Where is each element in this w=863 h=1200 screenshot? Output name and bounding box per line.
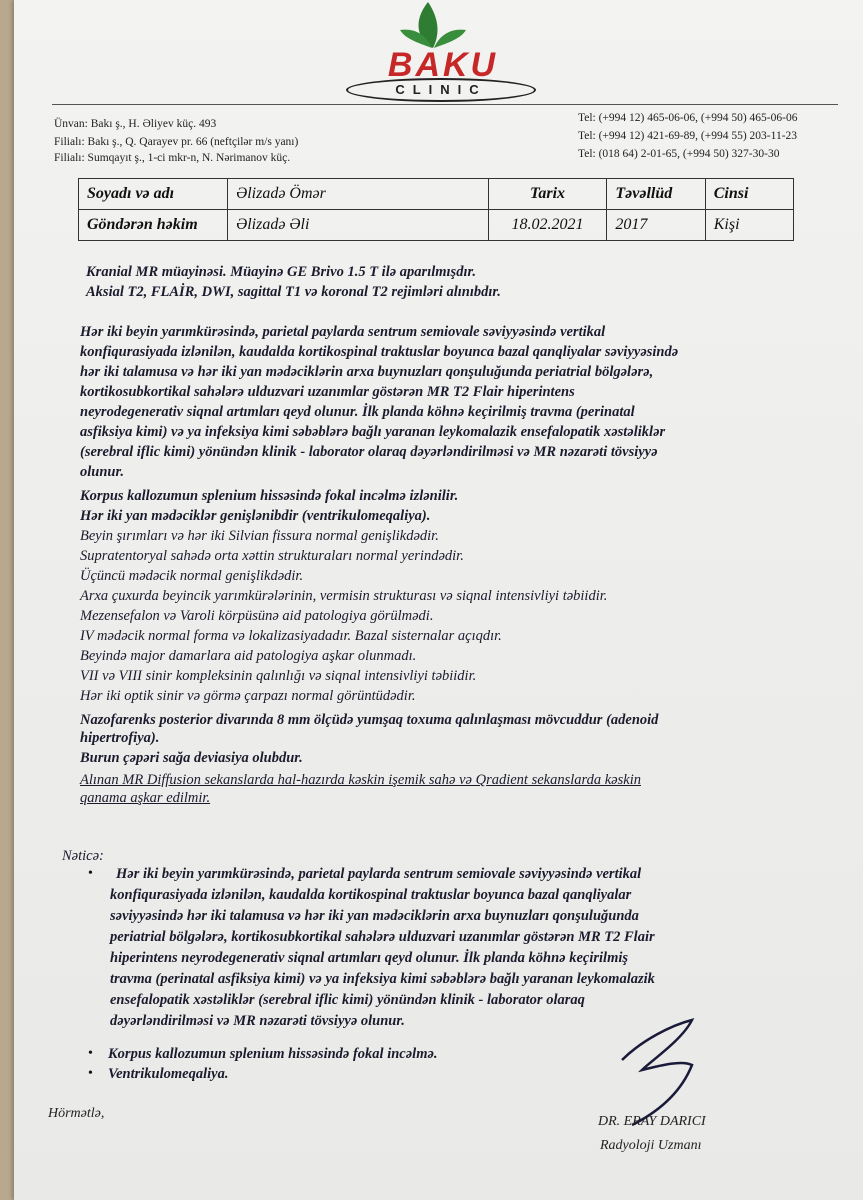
report-line: VII və VIII sinir kompleksinin qalınlığı və siqnal intensivliyi təbiidir. (80, 668, 477, 684)
patient-info-table (78, 178, 794, 241)
report-line: Korpus kallozumun splenium hissəsində fokal incəlmə izlənilir. (80, 488, 459, 504)
report-line: kortikosubkortikal sahələrə ulduzvari uzanımlar göstərən MR T2 Flair hiperintens (80, 384, 575, 400)
report-line: Hər iki optik sinir və görmə çarpazı normal görüntüdədir. (80, 688, 416, 704)
conclusion-line: ensefalopatik xəstəliklər (serebral iflic kimi) yönündən klinik - laborator olaraq (110, 992, 585, 1008)
report-line: Burun çəpəri sağa deviasiya olubdur. (80, 750, 303, 766)
sex-label-cell: Cinsi (705, 179, 793, 210)
leaf-logo-icon (398, 0, 468, 50)
report-line: Üçüncü mədəcik normal genişlikdədir. (80, 568, 304, 584)
referring-doctor-label-cell: Göndərən həkim (79, 210, 228, 241)
report-line: hipertrofiya). (80, 730, 160, 746)
bullet-icon: • (88, 1046, 93, 1061)
report-line: asfiksiya kimi) və ya infeksiya kimi səbəblərə bağlı yaranan leykomalazik ensefalopatik xəstəliklər (80, 424, 666, 440)
report-line: konfiqurasiyada izlənilən, kaudalda kortikospinal traktuslar boyunca bazal qanqliyalar səviyyəsində (80, 344, 679, 360)
phone-line: Tel: (+994 12) 465-06-06, (+994 50) 465-06-06 (578, 112, 798, 124)
report-line: (serebral iflic kimi) yönündən klinik - laborator olaraq dəyərləndirilməsi və MR nəzarəti tövsiyyə (80, 444, 658, 460)
report-line: Aksial T2, FLAİR, DWI, sagittal T1 və koronal T2 rejimləri alınıbdır. (86, 284, 501, 300)
conclusion-line: Ventrikulomeqaliya. (108, 1066, 229, 1082)
report-line: Alınan MR Diffusion sekanslarda hal-hazırda kəskin işemik sahə və Qradient sekanslarda kəskin (80, 772, 641, 788)
report-line: Beyin şırımları və hər iki Silvian fissura normal genişlikdədir. (80, 528, 439, 544)
bullet-icon: • (88, 1066, 93, 1081)
conclusion-line: travma (perinatal asfiksiya kimi) və ya infeksiya kimi səbəblərə bağlı yaranan leykomalazik (110, 971, 655, 987)
logo-wordmark: BAKU (387, 46, 499, 84)
phone-line: Tel: (+994 12) 421-69-89, (+994 55) 203-11-23 (578, 130, 798, 142)
birth-year-cell: 2017 (607, 210, 705, 241)
conclusion-line: konfiqurasiyada izlənilən, kaudalda kortikospinal traktuslar boyunca bazal qanqliyalar (110, 887, 632, 903)
conclusion-line: Korpus kallozumun splenium hissəsində fokal incəlmə. (108, 1046, 438, 1062)
report-line: neyrodegenerativ siqnal artımları qeyd olunur. İlk planda köhnə keçirilmiş travma (perinatal (80, 404, 635, 420)
conclusion-line: səviyyəsində hər iki talamusa və hər iki yan mədəciklərin arxa buynuzları qonşuluğunda (110, 908, 639, 924)
header-divider (52, 104, 838, 105)
report-line: Mezensefalon və Varoli körpüsünə aid patologiya görülmədi. (80, 608, 434, 624)
doctor-name: DR. ERAY DARICI (598, 1114, 706, 1129)
report-line: Nazofarenks posterior divarında 8 mm ölçüdə yumşaq toxuma qalınlaşması mövcuddur (adenoid (80, 712, 659, 728)
conclusion-line: dəyərləndirilməsi və MR nəzarəti tövsiyyə olunur. (110, 1013, 405, 1029)
report-line: IV mədəcik normal forma və lokalizasiyadadır. Bazal sisternalar açıqdır. (80, 628, 502, 644)
report-line: hər iki talamusa və hər iki yan mədəciklərin arxa buynuzları qonşuluğunda periatrial bölgələrə, (80, 364, 654, 380)
birth-label-cell: Təvəllüd (607, 179, 705, 210)
sex-cell: Kişi (705, 210, 793, 241)
signature-drawing (612, 1010, 722, 1130)
report-line: olunur. (80, 464, 124, 480)
conclusion-line: Hər iki beyin yarımkürəsində, parietal paylarda sentrum semiovale səviyyəsində vertikal (116, 866, 642, 882)
report-line: Hər iki yan mədəciklər genişlənibdir (ventrikulomeqaliya). (80, 508, 431, 524)
report-line: qanama aşkar edilmir. (80, 790, 211, 806)
report-line: Supratentoryal sahədə orta xəttin strukturaları normal yerindədir. (80, 548, 464, 564)
address-line: Filialı: Bakı ş., Q. Qarayev pr. 66 (neftçilər m/s yanı) (54, 136, 299, 148)
conclusion-line: hiperintens neyrodegenerativ siqnal artımları qeyd olunur. İlk planda köhnə keçirilmiş (110, 950, 629, 966)
name-label-cell: Soyadı və adı (79, 179, 228, 210)
address-line: Filialı: Sumqayıt ş., 1-ci mkr-n, N. Nərimanov küç. (54, 152, 291, 164)
conclusion-line: periatrial bölgələrə, kortikosubkortikal sahələrə ulduzvari uzanımlar göstərən MR T2 Flair (110, 929, 655, 945)
phone-line: Tel: (018 64) 2-01-65, (+994 50) 327-30-30 (578, 148, 780, 160)
conclusion-heading: Nəticə: (62, 848, 104, 864)
table-row (79, 179, 794, 210)
bullet-icon: • (88, 866, 93, 881)
report-line: Kranial MR müayinəsi. Müayinə GE Brivo 1.5 T ilə aparılmışdır. (86, 264, 476, 280)
logo-subtitle: CLINIC (346, 78, 536, 102)
regards-text: Hörmətlə, (48, 1106, 105, 1121)
referring-doctor-cell: Əlizadə Əli (228, 210, 489, 241)
table-row (79, 210, 794, 241)
date-label-cell: Tarix (488, 179, 607, 210)
report-line: Beyində major damarlara aid patologiya aşkar olunmadı. (80, 648, 417, 664)
report-line: Arxa çuxurda beyincik yarımkürələrinin, vermisin strukturası və siqnal intensivliyi təbiidir. (80, 588, 608, 604)
report-line: Hər iki beyin yarımkürəsində, parietal paylarda sentrum semiovale səviyyəsində vertikal (80, 324, 606, 340)
date-cell: 18.02.2021 (488, 210, 607, 241)
patient-name-cell: Əlizadə Ömər (228, 179, 489, 210)
address-line: Ünvan: Bakı ş., H. Əliyev küç. 493 (54, 118, 217, 130)
doctor-title: Radyoloji Uzmanı (600, 1138, 702, 1153)
